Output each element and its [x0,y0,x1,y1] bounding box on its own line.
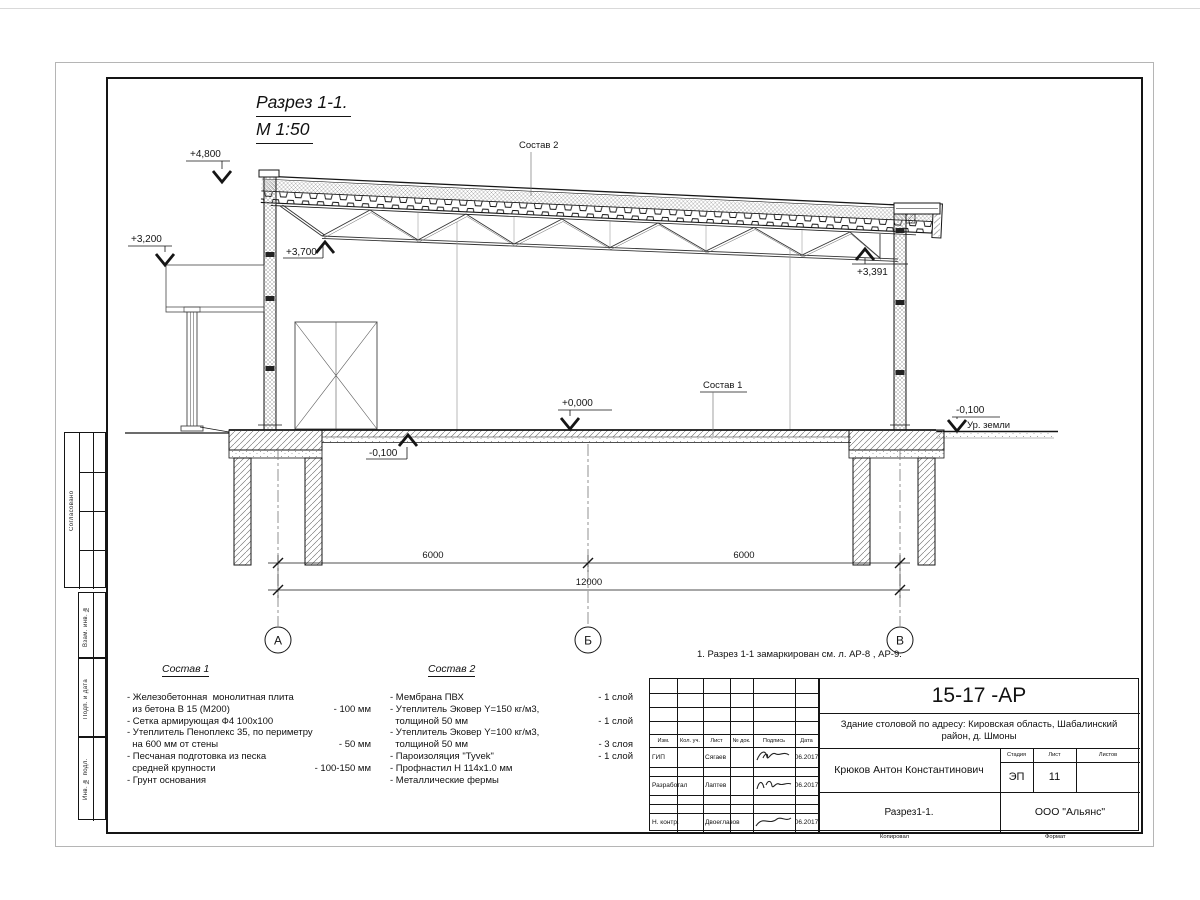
roof-assembly [261,173,943,238]
list-item: - Сетка армирующая Ф4 100х100 [127,715,274,727]
list-item: - Утеплитель Эковер Y=150 кг/м3, [390,703,540,715]
col-header-kol: Кол. уч. [680,737,700,744]
col-header-izm: Изм. [657,737,670,744]
sostav1-list [127,692,371,786]
signer-role: Разработал [652,782,688,789]
door [295,322,377,429]
sign-date: 06.2017 [795,782,818,789]
section-title-line2: М 1:50 [256,117,313,144]
list-item: - Пароизоляция "Tyvek" - 1 слой [390,750,633,762]
canopy [166,265,264,432]
foundation-left [229,430,322,565]
stamp-vzam [78,592,106,658]
elevation-truss-right: +3,391 [857,267,888,278]
col-header-list: Лист [710,737,723,744]
list-item: толщиной 50 мм - 1 слой [390,715,633,727]
section-title [256,90,351,144]
list-item: - Грунт основания [127,774,207,786]
stamp-approve [64,432,106,588]
sign-date: 06.2017 [795,819,818,826]
company-name: ООО "Альянс" [1034,806,1106,818]
sheet-title: Разрез1-1. [884,806,934,818]
list-item: - Утеплитель Пеноплекс 35, по периметру [127,727,313,739]
signer-role: ГИП [652,753,665,761]
section-title-line1: Разрез 1-1. [256,90,351,117]
doc-number: 15-17 -АР [931,684,1027,707]
axis-lines [278,444,900,626]
list-item: - Мембрана ПВХ - 1 слой [390,692,633,703]
list-item: - Металлические фермы [390,774,499,786]
elevation-floor: +0,000 [562,398,593,409]
sostav1-ref-label: Состав 1 [703,380,743,391]
sostav1-title: Состав 1 [162,663,210,675]
sheets-total [1076,762,1140,792]
list-item: средней крупности - 100-150 мм [127,762,371,774]
sostav2-list [390,692,633,786]
sign-date: 06.2017 [795,753,818,761]
axis-label-b: Б [584,633,592,648]
list-item: толщиной 50 мм - 3 слоя [390,739,633,751]
copied-label: Копировал [880,834,910,840]
stamp-inv-label: Инв. № подл. [83,758,89,801]
ground-level-label: Ур. земли [967,420,1011,431]
elevation-canopy: +3,200 [131,234,162,245]
drawing-note: 1. Разрез 1-1 замаркирован см. л. АР-8 , АР-9. [697,649,902,660]
sostav2-title: Состав 2 [428,663,476,675]
floor-slab [229,430,936,443]
stage-label: Стадия [1006,752,1027,758]
signer-name: Сягаев [705,753,727,761]
format-label: Формат [1045,834,1066,840]
signature [753,747,795,767]
elevation-ground: -0,100 [956,405,985,416]
col-header-date: Дата [800,737,813,744]
dim-span2: 6000 [733,550,755,561]
signer-name: Двоеглазов [705,819,740,826]
sheet-label: Лист [1048,752,1061,758]
list-item: из бетона В 15 (М200) - 100 мм [127,703,371,715]
author-name: Крюков Антон Константинович [834,764,984,776]
stamp-podp-label: Подп. и дата [83,678,89,719]
elevation-truss-left: +3,700 [286,247,317,258]
signer-role: Н. контр. [652,819,679,826]
list-item: - Железобетонная монолитная плита [127,692,294,703]
elevation-top: +4,800 [190,149,221,160]
stamp-vzam-label: Взам. инв. № [83,605,89,647]
left-wall [258,170,282,430]
sostav2-ref-label: Состав 2 [519,140,559,151]
list-item: - Утеплитель Эковер Y=100 кг/м3, [390,727,540,739]
interior-lines [457,222,790,430]
title-block [649,678,1139,831]
stage-value: ЭП [1008,771,1025,783]
dim-total: 12000 [575,577,603,588]
signature [753,813,795,832]
elevation-below-floor: -0,100 [369,448,398,459]
sheets-label: Листов [1098,752,1118,758]
list-item: на 600 мм от стены - 50 мм [127,739,371,751]
stamp-approve-label: Согласовано [69,490,75,532]
project-name: Здание столовой по адресу: Кировская область, Шабалинский район, д. Шмоны [840,718,1118,742]
stamp-podp [78,658,106,737]
sheet-number: 11 [1048,771,1061,783]
foundation-right [849,430,944,565]
signer-name: Лаптев [705,782,727,789]
list-item: - Песчаная подготовка из песка [127,750,267,762]
col-header-sign: Подпись [762,737,786,744]
axis-label-a: А [273,633,283,648]
list-item: - Профнастил Н 114х1.0 мм [390,762,513,774]
col-header-doc: № док. [732,737,751,744]
axis-label-v: В [895,633,905,648]
stamp-inv [78,737,106,820]
dim-span1: 6000 [422,550,444,561]
signature [753,776,795,795]
